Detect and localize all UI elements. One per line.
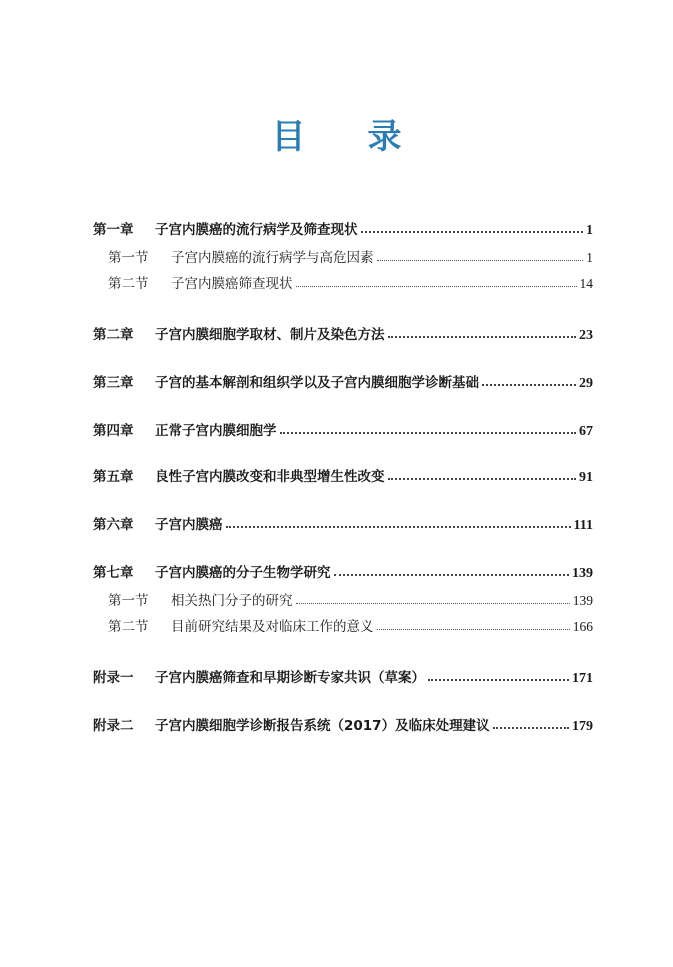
toc-entry-label: 第四章: [93, 423, 134, 439]
toc-entry-title: 子宫内膜细胞学取材、制片及染色方法: [155, 327, 385, 343]
toc-entry-title: 子宫内膜癌的流行病学与高危因素: [171, 250, 374, 266]
toc-entry-page: 14: [579, 276, 593, 291]
toc-entry-chapter-1[interactable]: [93, 220, 593, 241]
toc-leader-dots: [361, 222, 584, 234]
toc-entry-title: 良性子宫内膜改变和非典型增生性改变: [155, 469, 385, 485]
toc-entry-page: 91: [579, 470, 593, 485]
toc-entry-section-7-2[interactable]: [93, 617, 593, 637]
toc-leader-dots: [280, 423, 577, 435]
toc-entry-title: 子宫内膜癌筛查现状: [171, 276, 293, 292]
toc-entry-label: 第一节: [108, 250, 149, 266]
toc-entry-page: 67: [579, 424, 593, 439]
toc-entry-appendix-2[interactable]: [93, 716, 593, 737]
toc-leader-dots: [388, 327, 577, 339]
title-char-2: 录: [367, 117, 402, 157]
title-char-1: 目: [271, 117, 306, 157]
toc-entry-label: 第二节: [108, 276, 149, 292]
toc-entry-page: 171: [572, 671, 593, 686]
toc-entry-chapter-2[interactable]: [93, 325, 593, 346]
toc-entry-page: 111: [573, 518, 593, 533]
toc-leader-dots: [377, 250, 584, 262]
toc-entry-label: 附录二: [93, 718, 134, 734]
toc-entry-chapter-7[interactable]: [93, 563, 593, 584]
toc-entry-page: 139: [572, 593, 593, 608]
toc-entry-page: 1: [586, 223, 593, 238]
toc-entry-label: 第六章: [93, 517, 134, 533]
toc-entry-title: 子宫内膜细胞学诊断报告系统（2017）及临床处理建议: [155, 718, 490, 734]
toc-entry-label: 第一节: [108, 593, 149, 609]
toc-entry-label: 第二章: [93, 327, 134, 343]
toc-entry-section-1-2[interactable]: [93, 274, 593, 294]
toc-entry-label: 第三章: [93, 375, 134, 391]
toc-entry-title: 子宫内膜癌的分子生物学研究: [155, 565, 331, 581]
toc-entry-appendix-1[interactable]: [93, 668, 593, 689]
toc-leader-dots: [388, 469, 577, 481]
toc-leader-dots: [226, 517, 571, 529]
toc-entry-title: 子宫内膜癌: [155, 517, 223, 533]
toc-entry-title: 正常子宫内膜细胞学: [155, 423, 277, 439]
toc-entry-chapter-6[interactable]: [93, 515, 593, 536]
toc-entry-label: 第五章: [93, 469, 134, 485]
toc-entry-page: 139: [572, 566, 593, 581]
toc-entry-label: 第二节: [108, 619, 149, 635]
toc-entry-page: 166: [572, 619, 593, 634]
toc-entry-title: 子宫的基本解剖和组织学以及子宫内膜细胞学诊断基础: [155, 375, 479, 391]
toc-leader-dots: [377, 619, 570, 631]
toc-entry-page: 179: [572, 719, 593, 734]
page-title: [0, 112, 673, 162]
toc-entry-title: 子宫内膜癌筛查和早期诊断专家共识（草案）: [155, 670, 425, 686]
toc-leader-dots: [296, 276, 577, 288]
toc-entry-label: 附录一: [93, 670, 134, 686]
toc-entry-section-1-1[interactable]: [93, 248, 593, 268]
toc-entry-title: 子宫内膜癌的流行病学及筛查现状: [155, 222, 358, 238]
toc-leader-dots: [428, 670, 569, 682]
toc-entry-title: 目前研究结果及对临床工作的意义: [171, 619, 374, 635]
toc-entry-label: 第一章: [93, 222, 134, 238]
toc-leader-dots: [334, 565, 570, 577]
toc-entry-label: 第七章: [93, 565, 134, 581]
toc-entry-chapter-5[interactable]: [93, 467, 593, 488]
toc-entry-title: 相关热门分子的研究: [171, 593, 293, 609]
toc-entry-section-7-1[interactable]: [93, 591, 593, 611]
toc-entry-page: 29: [579, 376, 593, 391]
toc-leader-dots: [296, 593, 570, 605]
toc-entry-chapter-3[interactable]: [93, 373, 593, 394]
toc-entry-chapter-4[interactable]: [93, 421, 593, 442]
toc-leader-dots: [482, 375, 576, 387]
toc-leader-dots: [493, 718, 569, 730]
toc-entry-page: 1: [586, 250, 593, 265]
toc-entry-page: 23: [579, 328, 593, 343]
